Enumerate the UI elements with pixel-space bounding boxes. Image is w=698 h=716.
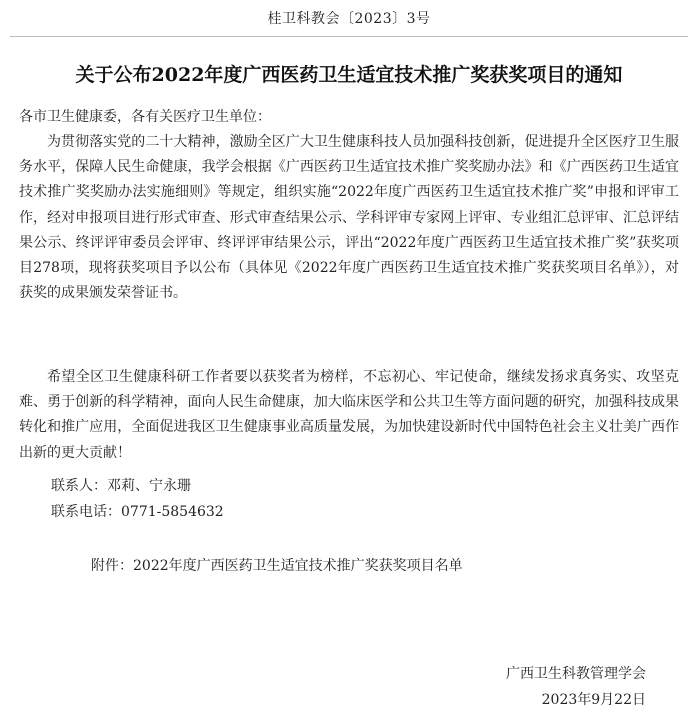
body-paragraph-1: 为贯彻落实党的二十大精神，激励全区广大卫生健康科技人员加强科技创新，促进提升全区医疗卫生服务水平，保障人民生命健康，我学会根据《广西医药卫生适宜技术推广奖奖励办法》和《广西医药卫生适宜技术推广奖奖励办法实施细则》等规定，组织实施“2022年度广西医药卫生适宜技术推广奖”申报和评审工作，经对申报项目进行形式审查、形式审查结果公示、学科评审专家网上评审、专业组汇总评审、汇总评结果公示、终评评审委员会评审、终评评审结果公示，评出“2022年度广西医药卫生适宜技术推广奖”获奖项目278项，现将获奖项目予以公布（具体见《2022年度广西医药卫生适宜技术推广奖获奖项目名单》），对获奖的成果颁发荣誉证书。	[19, 134, 679, 302]
signature-date: 2023年9月22日	[541, 692, 646, 708]
document-number: 桂卫科教会〔2023〕3号	[267, 11, 431, 27]
body-paragraph-2: 希望全区卫生健康科研工作者要以获奖者为榜样，不忘初心、牢记使命，继续发扬求真务实、攻坚克难、勇于创新的科学精神，面向人民生命健康，加大临床医学和公共卫生等方面问题的研究，加强科技成果转化和推广应用，全面促进我区卫生健康事业高质量发展，为加快建设新时代中国特色社会主义壮美广西作出新的更大贡献！	[19, 369, 679, 461]
signature-organization: 广西卫生科教管理学会	[506, 666, 646, 682]
contact-person: 联系人：邓莉、宁永珊	[51, 478, 191, 494]
contact-phone: 联系电话：0771-5854632	[51, 504, 224, 520]
document-title: 关于公布2022年度广西医药卫生适宜技术推广奖获奖项目的通知	[75, 64, 623, 86]
salutation: 各市卫生健康委，各有关医疗卫生单位：	[19, 109, 271, 125]
header-divider	[10, 36, 688, 37]
attachment-link[interactable]: 附件：2022年度广西医药卫生适宜技术推广奖获奖项目名单	[91, 558, 463, 574]
